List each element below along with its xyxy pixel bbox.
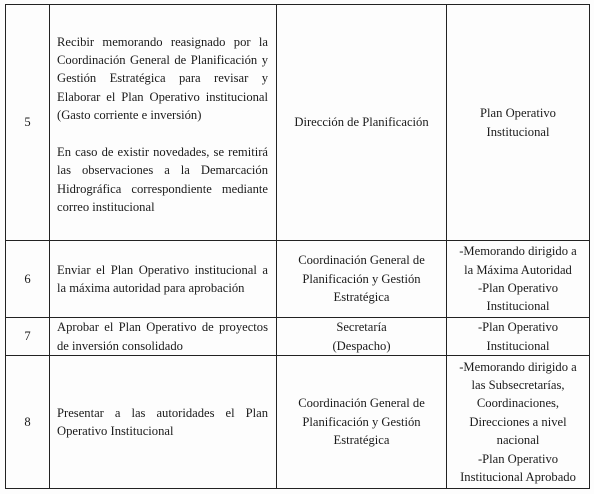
responsible-line: Planificación y Gestión	[302, 271, 421, 286]
responsible-line: Secretaría	[336, 320, 387, 335]
responsible-cell: Dirección de Planificación	[277, 5, 447, 241]
activity-cell	[50, 241, 277, 318]
table-row	[6, 5, 590, 241]
responsible-line: Coordinación General de	[298, 396, 425, 411]
step-number: 5	[6, 5, 50, 241]
activity-text: Presentar a las autoridades el Plan Operativo Institucional	[57, 405, 268, 438]
activity-cell	[50, 318, 277, 356]
step-number: 6	[6, 241, 50, 318]
output-line: Coordinaciones,	[476, 396, 560, 411]
activity-cell	[50, 5, 277, 241]
activity-text: Aprobar el Plan Operativo de proyectos de inversión consolidado	[57, 320, 268, 353]
output-cell	[447, 318, 590, 356]
output-cell	[447, 241, 590, 318]
output-line: la Máxima Autoridad	[464, 262, 572, 277]
output-cell	[447, 356, 590, 489]
responsible-line: (Despacho)	[332, 338, 391, 353]
responsible-cell	[277, 241, 447, 318]
output-line: -Plan Operativo	[477, 281, 559, 295]
table-row	[6, 241, 590, 318]
output-line: -Memorando dirigido a	[459, 359, 577, 374]
activity-text: Enviar el Plan Operativo institucional a la máxima autoridad para aprobación	[57, 262, 268, 295]
output-line: Institucional	[486, 124, 550, 139]
output-line: -Plan Operativo	[477, 320, 559, 335]
output-line: -Plan Operativo	[477, 451, 559, 466]
activity-text: En caso de existir novedades, se remitirá las observaciones a la Demarcación Hidrográfica correspondiente mediante correo institucional	[57, 144, 268, 214]
step-number: 7	[6, 318, 50, 356]
responsible-line: Estratégica	[333, 290, 390, 305]
activity-text: Recibir memorando reasignado por la Coordinación General de Planificación y Gestión Estratégica para revisar y Elaborar el Plan Operativo institucional (Gasto corriente e inversión)	[57, 34, 268, 123]
output-line: Plan Operativo	[480, 106, 556, 121]
responsible-line: Planificación y Gestión	[302, 414, 421, 429]
output-cell	[447, 5, 590, 241]
output-line: Institucional Aprobado	[460, 470, 576, 485]
output-line: Direcciones a nivel	[469, 414, 567, 429]
responsible-line: Coordinación General de	[298, 253, 425, 268]
table-row	[6, 318, 590, 356]
responsible-line: Estratégica	[333, 433, 390, 448]
activity-cell	[50, 356, 277, 489]
output-line: Institucional	[486, 299, 550, 314]
table-row	[6, 356, 590, 489]
procedure-table	[5, 4, 590, 489]
output-line: -Memorando dirigido a	[459, 244, 577, 259]
step-number: 8	[6, 356, 50, 489]
responsible-cell	[277, 356, 447, 489]
output-line: nacional	[496, 433, 540, 448]
output-line: las Subsecretarías,	[471, 377, 565, 392]
responsible-cell	[277, 318, 447, 356]
output-line: Institucional	[486, 338, 550, 353]
